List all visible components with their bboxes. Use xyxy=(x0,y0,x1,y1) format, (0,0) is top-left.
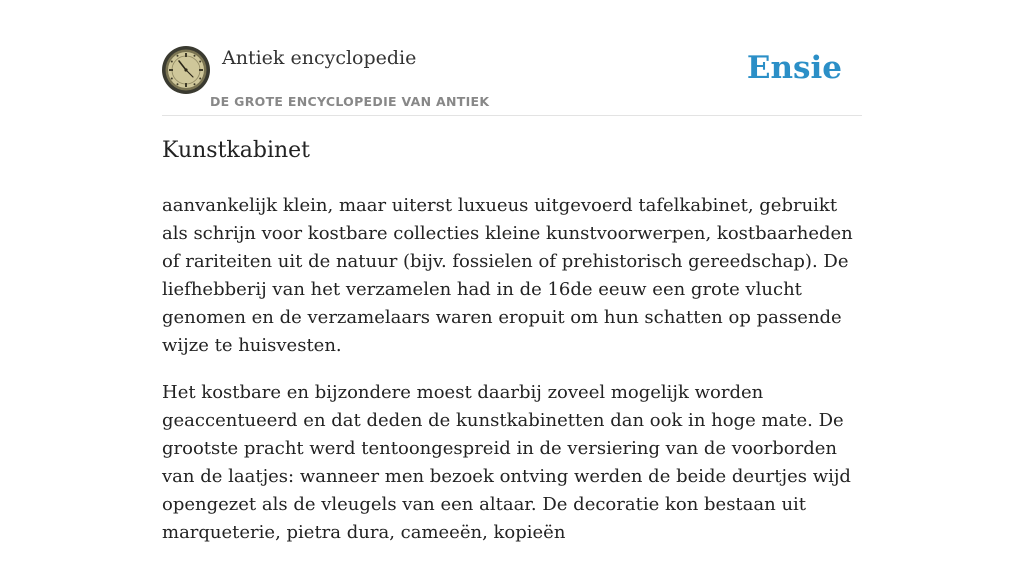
header-divider xyxy=(162,115,862,116)
antique-clock-icon[interactable] xyxy=(162,46,210,94)
brand-logo-link[interactable]: Ensie xyxy=(746,50,842,86)
site-header xyxy=(162,46,862,116)
article-title: Kunstkabinet xyxy=(162,138,311,163)
article-paragraph: aanvankelijk klein, maar uiterst luxueus uitgevoerd tafelkabinet, gebruikt als schrijn voor kostbare collecties kleine kunstvoorwerpen, kostbaarheden of rariteiten uit de natuur (bijv. fossielen of prehistorisch gereedschap). De liefhebberij van het verzamelen had in de 16de eeuw een grote vlucht genomen en de verzamelaars waren eropuit om hun schatten op passende wijze te huisvesten. xyxy=(162,195,853,356)
article-body xyxy=(162,192,866,566)
site-title[interactable]: Antiek encyclopedie xyxy=(222,47,417,69)
article-paragraph: Het kostbare en bijzondere moest daarbij zoveel mogelijk worden geaccentueerd en dat deden de kunstkabinetten dan ook in hoge mate. De grootste pracht werd tentoongespreid in de versiering van de voorborden van de laatjes: wanneer men bezoek ontving werden de beide deurtjes wijd opengezet als de vleugels van een altaar. De decoratie kon bestaan uit marqueterie, pietra dura, cameeën, kopieën xyxy=(162,382,851,543)
site-subtitle: DE GROTE ENCYCLOPEDIE VAN ANTIEK xyxy=(210,94,490,109)
